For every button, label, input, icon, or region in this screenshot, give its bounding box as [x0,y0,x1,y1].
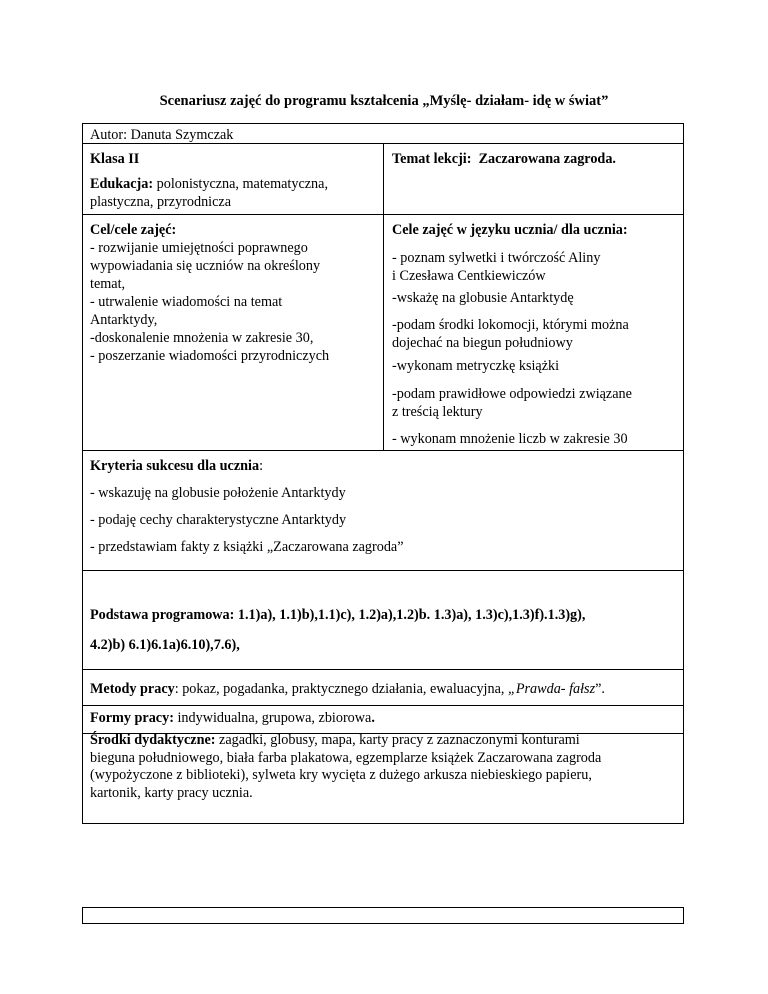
row-divider [82,705,684,706]
empty-table-box [82,907,684,924]
resources-label: Środki dydaktyczne: [90,732,216,748]
education-value-2: plastyczna, przyrodnicza [90,194,232,210]
student-goal: - poznam sylwetki i twórczość Aliny i Czesława Centkiewiczów [392,250,601,284]
student-goal: - wykonam mnożenie liczb w zakresie 30 [392,431,628,447]
curriculum-line-1: Podstawa programowa: 1.1)a), 1.1)b),1.1)c), 1.2)a),1.2)b. 1.3)a), 1.3)c),1.3)f).1.3)g), [90,607,586,623]
forms-label: Formy pracy: [90,710,174,726]
goal-line: temat, [90,276,126,292]
author: Autor: Danuta Szymczak [90,127,234,143]
forms-value: indywidualna, grupowa, zbiorowa [173,710,372,726]
topic-value: Zaczarowana zagroda. [478,151,616,167]
resources: Środki dydaktyczne: zagadki, globusy, mapa, karty pracy z zaznaczonymi konturami bieguna południowego, biała farba plakatowa, egzemplarze książek Zaczarowana zagroda (wypożyczone z biblioteki), sylweta kry wycięta z dużego arkusza niebieskiego papieru, kartonik, karty pracy ucznia. [90,732,602,801]
criteria-heading: Kryteria sukcesu dla ucznia: [90,458,264,474]
curriculum-line-2: 4.2)b) 6.1)6.1a)6.10),7.6), [90,637,240,653]
student-goal: -podam środki lokomocji, którymi można dojechać na biegun południowy [392,317,629,351]
goal-line: -doskonalenie mnożenia w zakresie 30, [90,330,314,346]
education [90,175,328,211]
row-divider [82,669,684,670]
topic-label: Temat lekcji: [392,151,472,167]
class-label: Klasa II [90,151,140,167]
goal-line: Antarktydy, [90,312,158,328]
goal-line: wypowiadania się uczniów na określony [90,258,321,274]
criteria-item: - wskazuję na globusie położenie Antarktydy [90,485,346,501]
education-label: Edukacja: [90,176,154,192]
criteria-item: - przedstawiam fakty z książki „Zaczarowana zagroda” [90,539,404,555]
forms: Formy pracy: indywidualna, grupowa, zbiorowa. [90,710,375,726]
methods-label: Metody pracy [90,681,175,697]
document-title: Scenariusz zajęć do programu kształcenia „Myślę- działam- idę w świat” [159,93,609,109]
student-goal: -wskażę na globusie Antarktydę [392,290,574,306]
criteria-item: - podaję cechy charakterystyczne Antarktydy [90,512,347,528]
goals-block [90,221,329,365]
student-goals-heading: Cele zajęć w języku ucznia/ dla ucznia: [392,222,628,238]
methods [90,680,605,698]
goal-line: - utrwalenie wiadomości na temat [90,294,283,310]
row-divider [82,570,684,571]
student-goal: -podam prawidłowe odpowiedzi związane z treścią lektury [392,386,632,420]
methods-value: : pokaz, pogadanka, praktycznego działania, ewaluacyjna, [174,681,508,697]
goal-line: - poszerzanie wiadomości przyrodniczych [90,348,330,364]
goal-line: - rozwijanie umiejętności poprawnego [90,240,308,256]
methods-end: ”. [595,681,605,697]
methods-italic: „Prawda- fałsz [507,681,596,697]
topic [392,150,616,168]
education-value-1: polonistyczna, matematyczna, [156,176,328,192]
goals-heading: Cel/cele zajęć: [90,222,177,238]
column-divider [383,143,384,450]
row-divider [82,450,684,451]
student-goal: -wykonam metryczkę książki [392,358,560,374]
